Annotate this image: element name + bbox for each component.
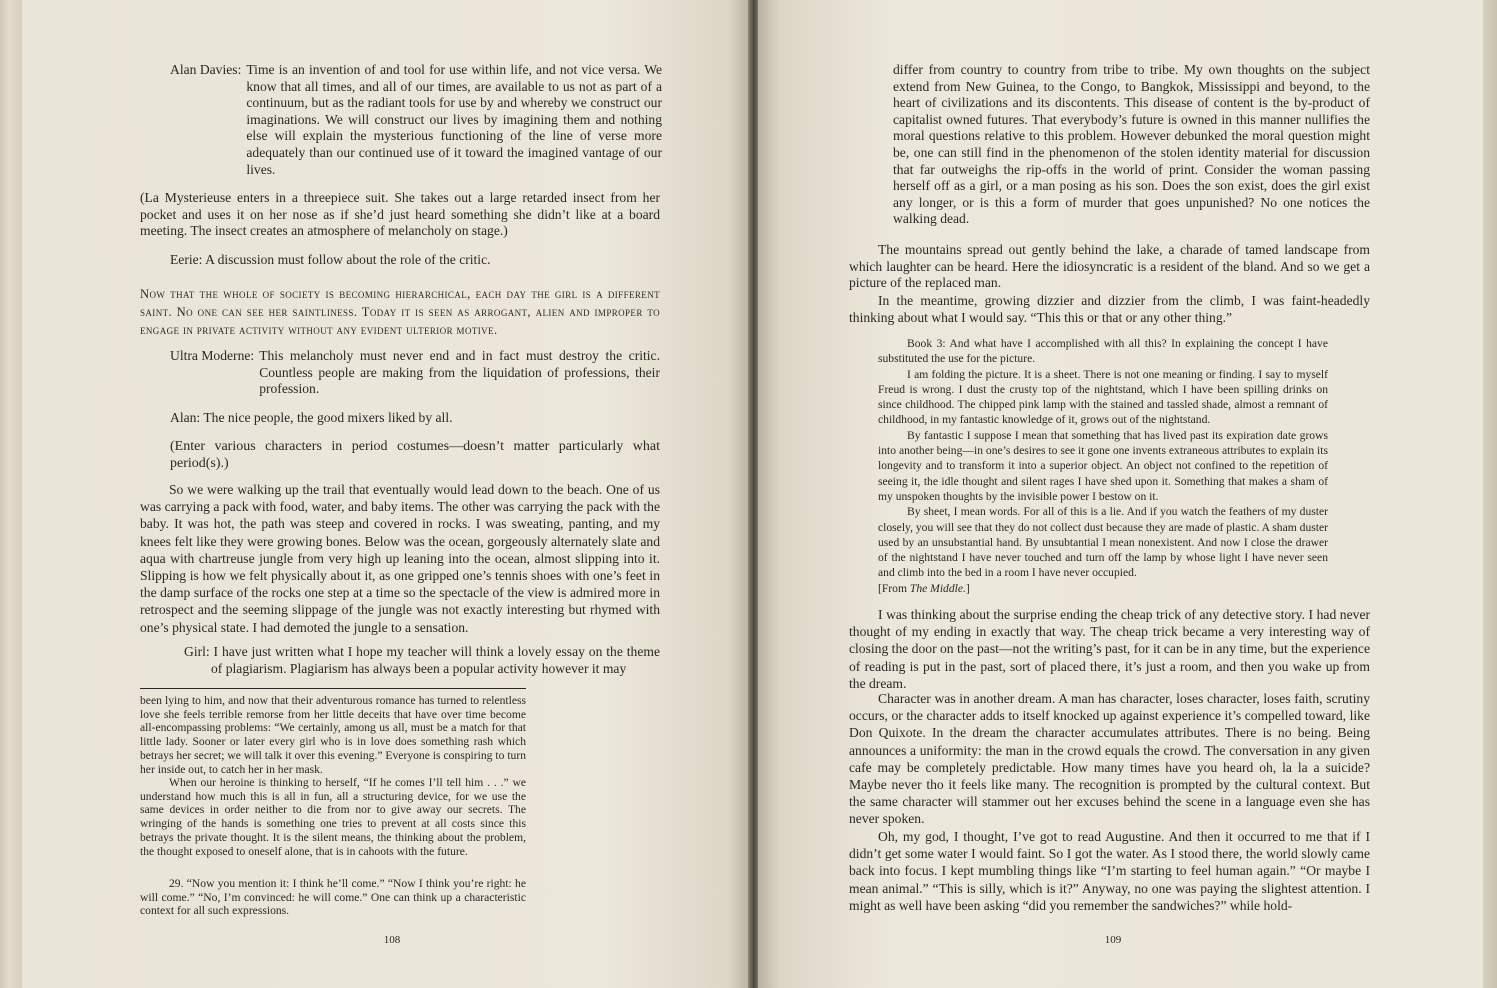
excerpt-source: [From The Middle.] — [878, 581, 970, 595]
footnote-rule — [140, 688, 526, 689]
body-paragraph: I was thinking about the surprise ending the cheap trick of any detective story. I had never thought of my ending in exactly that way. The cheap trick became a very interesting way of closing the door on the past—not the writing’s past, for it can be in any time, but the experience of reading is put in the past, sort of placed there, it’s just a room, and then you wake up from the dream. — [849, 607, 1370, 691]
block-quote: differ from country to country from tribe to tribe. My own thoughts on the subject extend from New Guinea, to the Congo, to Bangkok, Mississippi and beyond, to the heart of civilizations and its discontents. This disease of content is the by-product of capitalist owned futures. That everybody’s future is owned in this manner nullifies the moral questions relative to this problem. However debunked the moral question might be, one can still find in the phenomenon of the stolen identity material for discussion that far outweighs the rip-offs in the world of print. Consider the woman passing herself off as a girl, or a man posing as his son. Does the son exist, does the girl exist any longer, or is this a form of murder that goes unpunished? No one notices the walking dead. — [893, 62, 1370, 227]
page-number: 108 — [383, 934, 401, 946]
alan-davies-speech — [170, 62, 662, 178]
stage-direction: (Enter various characters in period costumes—doesn’t matter particularly what period(s).) — [170, 439, 660, 471]
alan-line: Alan: The nice people, the good mixers liked by all. — [170, 410, 453, 425]
excerpt-paragraph: I am folding the picture. It is a sheet. There is not one meaning or finding. I say to myself Freud is wrong. I dust the crusty top of the nightstand, which I have been spilling drinks on since childhood. The chipped pink lamp with the stained and tassled shade, almost a remnant of childhood, in my fantastic knowledge of it, grows out of the nightstand. — [878, 367, 1328, 427]
page-number: 109 — [1104, 934, 1122, 946]
footnote-paragraph: 29. “Now you mention it: I think he’ll come.” “Now I think you’re right: he will come.” “No, I’m convinced: he will come.” One can think up a characteristic context for all such expressions. — [140, 877, 526, 918]
speech-text: This melancholy must never end and in fact must destroy the critic. Countless people are making from the liquidation of professions, their profession. — [259, 348, 660, 397]
excerpt-paragraph: Book 3: And what have I accomplished with all this? In explaining the concept I have substituted the use for the picture. — [878, 337, 1328, 366]
footnote-paragraph: been lying to him, and now that their adventurous romance has turned to relentless love she feels terrible remorse from her little deceits that have over time become all-encompassing problems: “We certainly, among us all, must be a match for that little lady. Sooner or later every girl who is in love does something rash which betrays her secret; we will talk it over this evening.” Everyone is conspiring to turn her inside out, to catch her in her mask. — [140, 694, 526, 776]
stage-direction: (La Mysterieuse enters in a threepiece suit. She takes out a large retarded insect from her pocket and uses it on her nose as if she’d just heard something she didn’t like at a board meeting. The insect creates an atmosphere of melancholy on stage.) — [140, 190, 660, 239]
excerpt-paragraph: By fantastic I suppose I mean that something that has lived past its expiration date grows into another being—in one’s desires to see it gone one invents extraneous attributes to explain its longevity and to transform it into a superior object. An object not confined to the repetition of seeing it, the idle thought and silent rages I have shed upon it. Something that makes a sham of my unspoken thoughts by the invisible power I bestow on it. — [878, 428, 1328, 503]
book-3-excerpt — [878, 336, 1328, 596]
speech-text: Time is an invention of and tool for use within life, and not vice versa. We know that all times, and all of our times, are available to us not as part of a continuum, but as the radiant tools for use by and whereby we construct our imaginations. We will construct our lives by imagining them and nothing else will explain the mysterious functioning of the line of verse more adequately than our continued use of it toward the imagined vantage of our lives. — [246, 62, 662, 177]
excerpt-paragraph: By sheet, I mean words. For all of this is a lie. And if you watch the feathers of my duster closely, you will see that they do not collect dust because they are made of plastic. A sham duster used by an unsubstantial hand. By unsubtantial I mean nonexistent. And now I close the drawer of the nightstand I have never touched and turn off the lamp by whose light I have never seen and climb into the bed in a room I have never occupied. — [878, 505, 1328, 580]
girl-speech: Girl: I have just written what I hope my teacher will think a lovely essay on the theme of plagiarism. Plagiarism has always been a popular activity however it may — [184, 644, 660, 676]
ultra-moderne-speech — [170, 348, 660, 398]
speaker-label: Ultra Moderne: — [170, 348, 255, 363]
page-edges-left — [0, 0, 22, 988]
page-edges-right — [1483, 0, 1497, 988]
small-caps-passage: Now that the whole of society is becoming hierarchical, each day the girl is a different saint. No one can see her saintliness. Today it is seen as arrogant, alien and improper to engage in private activity without any evident ulterior motive. — [140, 287, 660, 337]
eerie-line: Eerie: A discussion must follow about the role of the critic. — [170, 252, 491, 267]
body-paragraph: Character was in another dream. A man has character, loses character, loses faith, scrutiny occurs, or the character adds to itself knocked up against experience it’s compelled toward, like Don Quixote. In the dream the character accumulates attributes. There is no being. Being announces a uniformity: the man in the crowd equals the crowd. The conversation in any given cafe may be completely predictable. How many times have you heard oh, la la a suicide? Maybe never tho it feels like many. The recognition is prompted by the cultural context. But the same character will stammer out her excuses behind the scene in a language even she has never spoken. — [849, 691, 1370, 827]
right-page — [758, 0, 1483, 988]
speaker-label: Alan Davies: — [170, 62, 242, 77]
body-paragraph: The mountains spread out gently behind the lake, a charade of tamed landscape from which laughter can be heard. Here the idiosyncratic is a resident of the bland. And so we get a picture of the replaced man. — [849, 242, 1370, 291]
body-paragraph: In the meantime, growing dizzier and dizzier from the climb, I was faint-headedly thinking about what I would say. “This this or that or any other thing.” — [849, 293, 1370, 325]
body-paragraph: Oh, my god, I thought, I’ve got to read Augustine. And then it occurred to me that if I didn’t get some water I would faint. So I got the water. As I stood there, the world slowly came back into focus. I kept mumbling things like “I’m starting to feel human again.” “Or maybe I mean animal.” “This is silly, which is it?” Anyway, no one was paying the slightest attention. I might as well have been asking “did you remember the sandwiches?” while hold- — [849, 829, 1370, 913]
body-paragraph: So we were walking up the trail that eventually would lead down to the beach. One of us was carrying a pack with food, water, and baby items. The other was carrying the pack with the baby. It was hot, the path was steep and covered in rocks. I was sweating, panting, and my knees felt like they were growing bones. Below was the ocean, gorgeously alternately slate and aqua with chartreuse jungle from very high up leaning into the ocean, almost slipping into it. Slipping is how we felt physically about it, as one gripped one’s tennis shoes with one’s feet in the damp surface of the rocks one step at a time so the spectacle of the view is admired more in retrospect and the seeming slippage of the jungle was not exactly interesting but rhymed with one’s physical state. I had demoted the jungle to a sensation. — [140, 482, 660, 635]
footnote-paragraph: When our heroine is thinking to herself, “If he comes I’ll tell him . . .” we understand how much this is all in fun, all a structuring device, for we use the same devices in order neither to die from nor to give away our secrets. The wringing of the hands is something one tries to prevent at all costs since this betrays the private thought. It is the silent means, the thinking about the problem, the thought exposed to oneself alone, that is in cahoots with the future. — [140, 776, 526, 858]
source-title: The Middle. — [909, 581, 966, 595]
left-page — [22, 0, 750, 988]
